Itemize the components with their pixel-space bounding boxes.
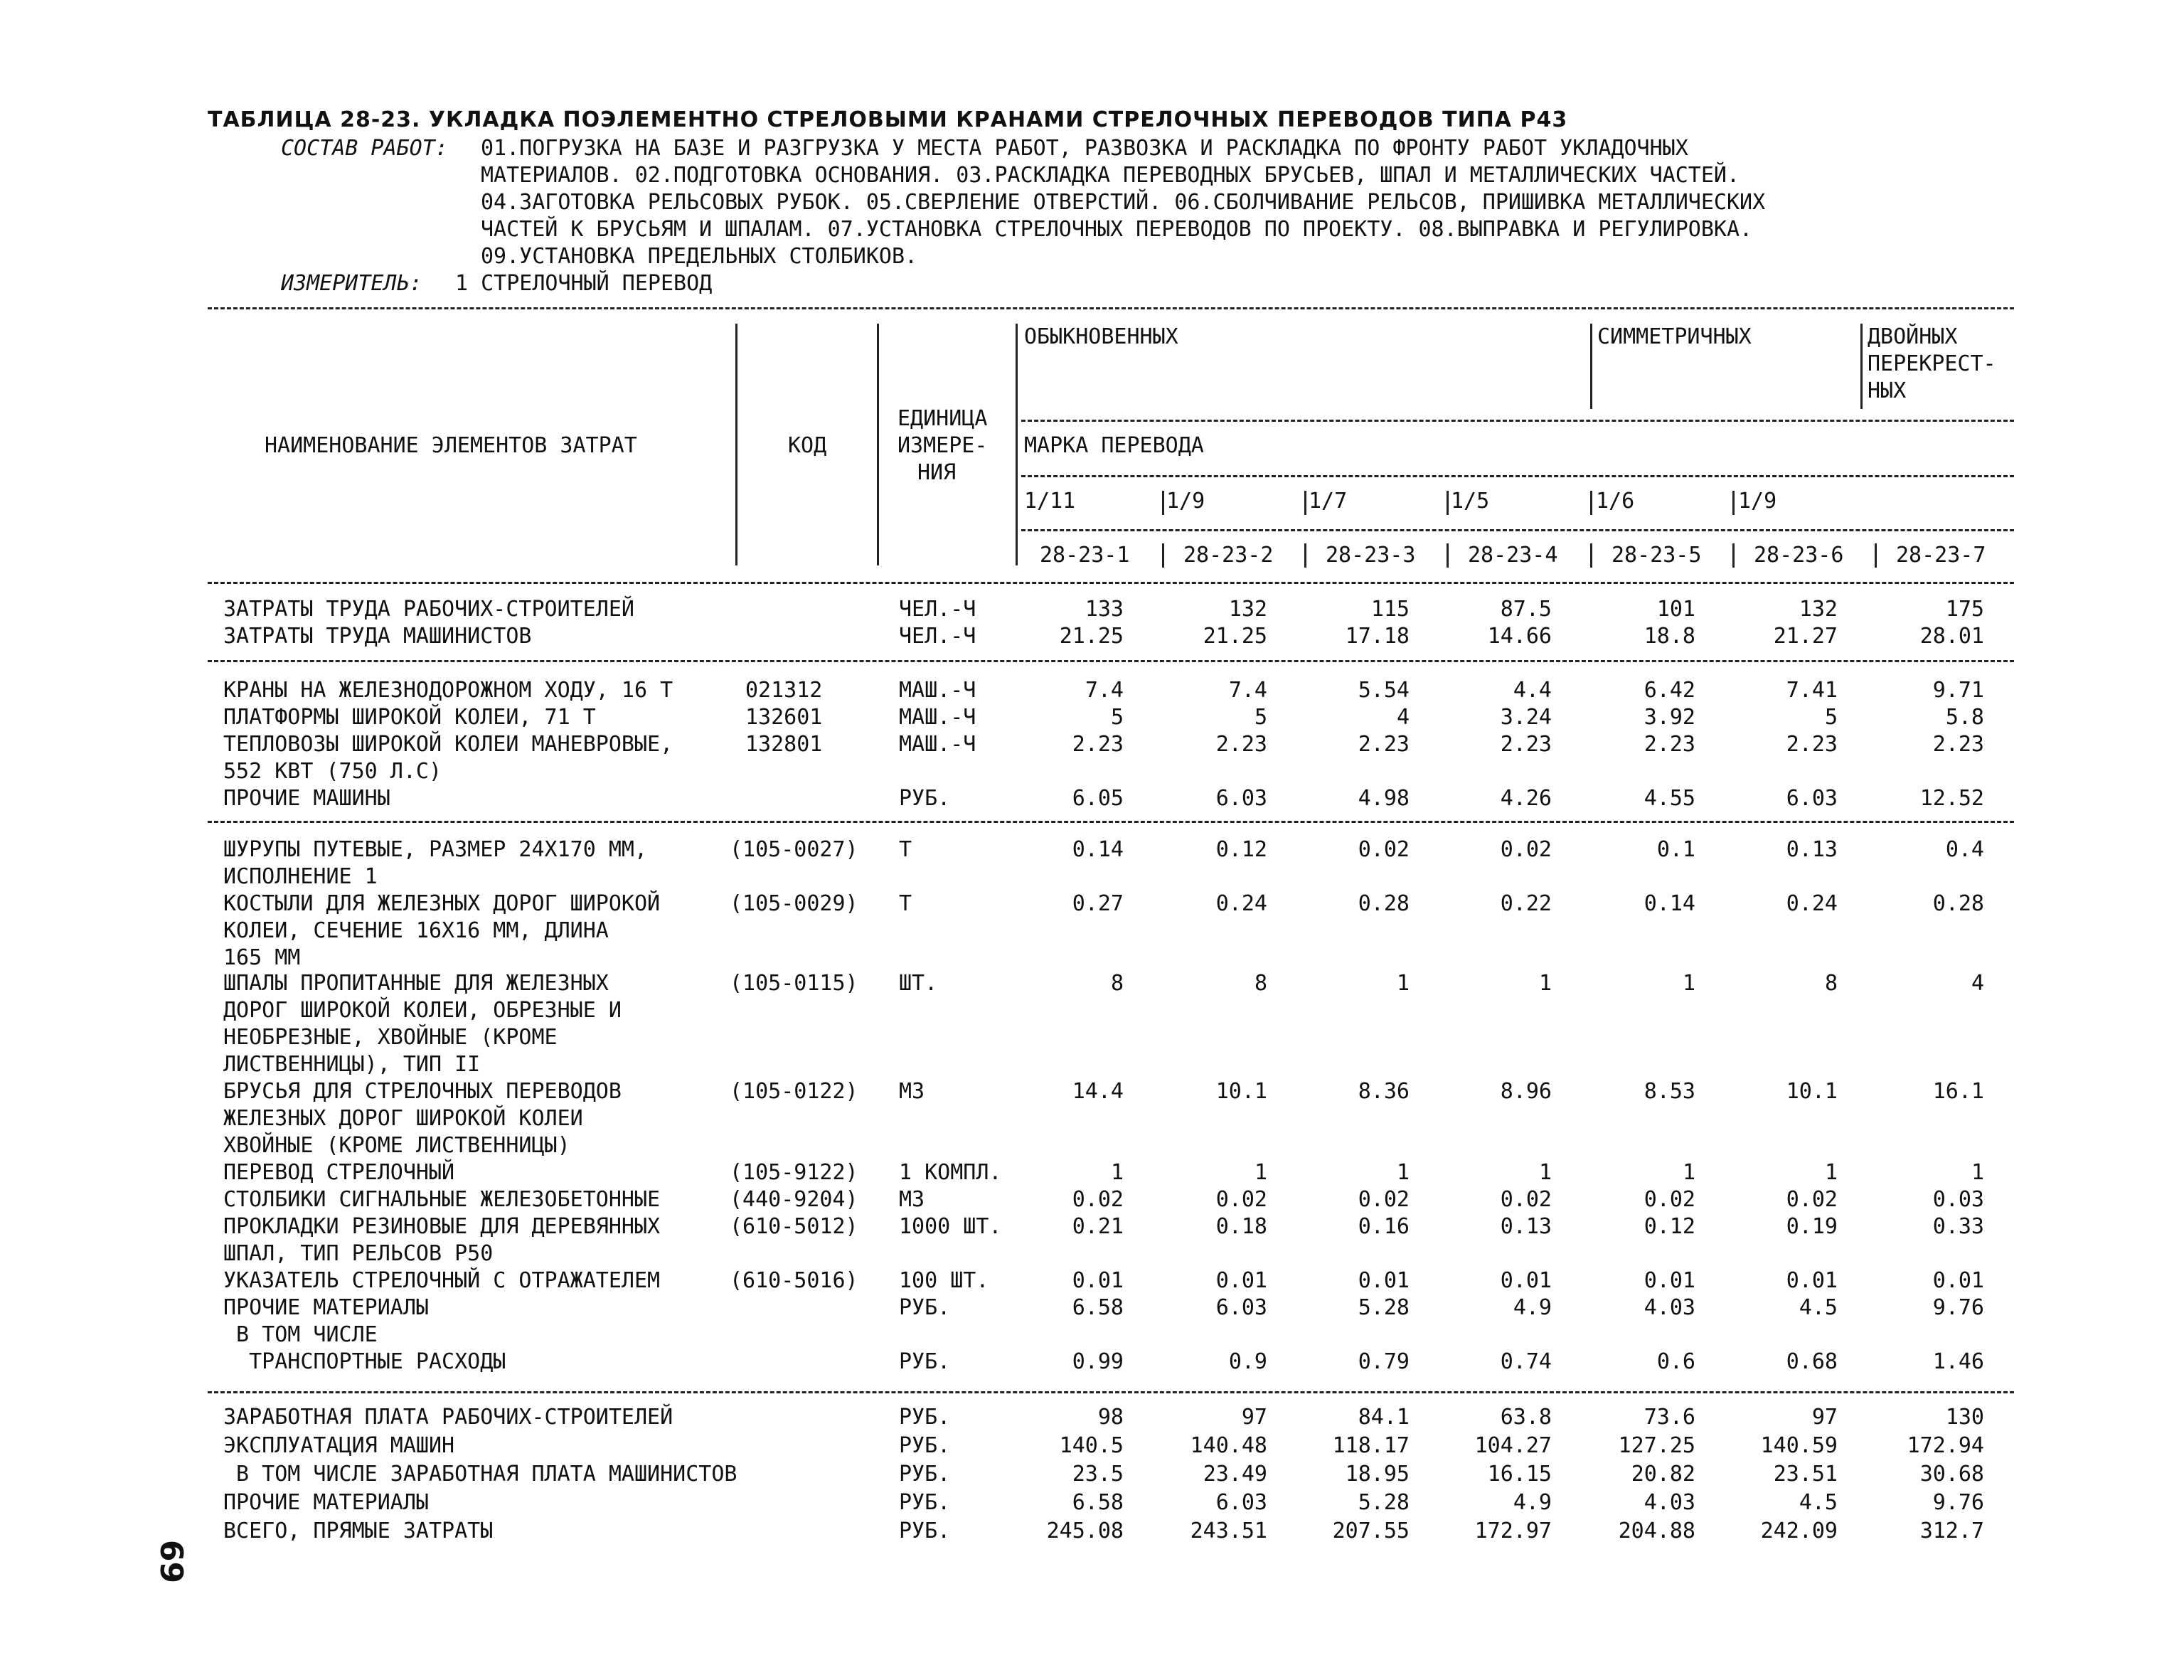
brand-divider (1590, 491, 1592, 515)
row-code: 021312 (745, 678, 823, 703)
row-value: 9.76 (1932, 1490, 1984, 1515)
row-value: 0.02 (1786, 1187, 1838, 1212)
row-value: 8.36 (1358, 1079, 1410, 1104)
row-value: 8 (1824, 971, 1838, 996)
code-divider (1162, 543, 1164, 568)
row-value: 0.19 (1786, 1214, 1838, 1239)
row-value: 4.9 (1513, 1295, 1552, 1320)
row-value: 0.99 (1072, 1349, 1124, 1374)
row-value: 0.12 (1644, 1214, 1695, 1239)
row-value: 17.18 (1345, 624, 1410, 649)
row-value: 132 (1228, 597, 1267, 622)
row-value: 0.13 (1786, 837, 1838, 862)
row-code: (105-0122) (730, 1079, 858, 1104)
header-divider (1021, 420, 2014, 422)
row-unit: 1000 ШТ. (899, 1214, 1002, 1239)
row-name: 165 ММ (223, 945, 301, 970)
brand-divider (1304, 491, 1306, 515)
row-value: 101 (1656, 597, 1695, 622)
row-value: 0.79 (1358, 1349, 1410, 1374)
header-divider (1021, 475, 2014, 477)
row-value: 14.4 (1072, 1079, 1124, 1104)
row-value: 21.27 (1773, 624, 1838, 649)
brand-5: 1/6 (1596, 489, 1635, 514)
row-value: 0.27 (1072, 891, 1124, 916)
row-value: 172.97 (1474, 1519, 1552, 1543)
row-value: 0.02 (1215, 1187, 1267, 1212)
row-name: ШПАЛЫ ПРОПИТАННЫЕ ДЛЯ ЖЕЛЕЗНЫХ (223, 971, 609, 996)
header-divider (1021, 529, 2014, 531)
row-name: ТЕПЛОВОЗЫ ШИРОКОЙ КОЛЕИ МАНЕВРОВЫЕ, (223, 732, 673, 757)
row-unit: РУБ. (899, 1519, 951, 1543)
row-value: 4.26 (1500, 786, 1552, 811)
row-value: 8.96 (1500, 1079, 1552, 1104)
row-value: 97 (1241, 1405, 1267, 1430)
row-value: 1 (1971, 1160, 1984, 1185)
row-value: 20.82 (1631, 1462, 1695, 1487)
row-value: 1 (1538, 971, 1552, 996)
row-unit: Т (899, 837, 912, 862)
brand-divider (1447, 491, 1449, 515)
row-name: В ТОМ ЧИСЛЕ (223, 1322, 378, 1347)
row-unit: РУБ. (899, 786, 951, 811)
row-value: 28.01 (1919, 624, 1984, 649)
row-value: 0.01 (1932, 1268, 1984, 1293)
row-value: 175 (1945, 597, 1984, 622)
row-value: 2.23 (1358, 732, 1410, 757)
row-value: 0.22 (1500, 891, 1552, 916)
row-value: 133 (1085, 597, 1124, 622)
brand-1: 1/11 (1024, 489, 1076, 514)
row-value: 118.17 (1332, 1433, 1410, 1458)
code-7: 28-23-7 (1896, 543, 1986, 568)
column-divider (1016, 324, 1018, 565)
row-unit: РУБ. (899, 1295, 951, 1320)
row-name: КРАНЫ НА ЖЕЛЕЗНОДОРОЖНОМ ХОДУ, 16 Т (223, 678, 673, 703)
row-value: 0.21 (1072, 1214, 1124, 1239)
row-name: УКАЗАТЕЛЬ СТРЕЛОЧНЫЙ С ОТРАЖАТЕЛЕМ (223, 1268, 661, 1293)
row-name: В ТОМ ЧИСЛЕ ЗАРАБОТНАЯ ПЛАТА МАШИНИСТОВ (223, 1462, 737, 1487)
row-name: ШПАЛ, ТИП РЕЛЬСОВ Р50 (223, 1241, 494, 1266)
row-value: 2.23 (1932, 732, 1984, 757)
row-unit: 1 КОМПЛ. (899, 1160, 1002, 1185)
row-value: 0.03 (1932, 1187, 1984, 1212)
row-name: ЗАТРАТЫ ТРУДА РАБОЧИХ-СТРОИТЕЛЕЙ (223, 597, 634, 622)
row-value: 84.1 (1358, 1405, 1410, 1430)
row-code: (610-5016) (730, 1268, 858, 1293)
row-unit: РУБ. (899, 1462, 951, 1487)
row-value: 0.24 (1786, 891, 1838, 916)
row-value: 0.1 (1656, 837, 1695, 862)
section-divider (208, 1391, 2014, 1393)
row-value: 63.8 (1500, 1405, 1552, 1430)
work-composition-label: СОСТАВ РАБОТ: (281, 136, 448, 161)
row-value: 9.71 (1932, 678, 1984, 703)
row-value: 0.02 (1644, 1187, 1695, 1212)
row-value: 115 (1370, 597, 1410, 622)
row-value: 3.92 (1644, 705, 1695, 730)
code-2: 28-23-2 (1183, 543, 1274, 568)
row-name: ПЛАТФОРМЫ ШИРОКОЙ КОЛЕИ, 71 Т (223, 705, 596, 730)
row-value: 10.1 (1786, 1079, 1838, 1104)
row-code: (105-0027) (730, 837, 858, 862)
row-value: 104.27 (1474, 1433, 1552, 1458)
row-value: 6.58 (1072, 1295, 1124, 1320)
row-value: 0.28 (1358, 891, 1410, 916)
row-value: 5.8 (1945, 705, 1984, 730)
row-value: 0.13 (1500, 1214, 1552, 1239)
row-value: 6.05 (1072, 786, 1124, 811)
row-value: 2.23 (1644, 732, 1695, 757)
row-value: 0.01 (1500, 1268, 1552, 1293)
code-1: 28-23-1 (1040, 543, 1130, 568)
row-name: ВСЕГО, ПРЯМЫЕ ЗАТРАТЫ (223, 1519, 494, 1543)
work-line: ЧАСТЕЙ К БРУСЬЯМ И ШПАЛАМ. 07.УСТАНОВКА СТРЕЛОЧНЫХ ПЕРЕВОДОВ ПО ПРОЕКТУ. 08.ВЫПРАВКА И РЕГУЛИРОВКА. (481, 217, 1753, 242)
row-value: 9.76 (1932, 1295, 1984, 1320)
row-name: ЖЕЛЕЗНЫХ ДОРОГ ШИРОКОЙ КОЛЕИ (223, 1106, 583, 1131)
brand-2: 1/9 (1166, 489, 1205, 514)
row-name: ЛИСТВЕННИЦЫ), ТИП II (223, 1052, 481, 1077)
work-line: 04.ЗАГОТОВКА РЕЛЬСОВЫХ РУБОК. 05.СВЕРЛЕНИЕ ОТВЕРСТИЙ. 06.СБОЛЧИВАНИЕ РЕЛЬСОВ, ПРИШИВКА МЕТАЛЛИЧЕСКИХ (481, 190, 1766, 215)
code-divider (1304, 543, 1306, 568)
code-divider (1590, 543, 1592, 568)
row-value: 5.28 (1358, 1295, 1410, 1320)
row-value: 4.98 (1358, 786, 1410, 811)
row-name: ХВОЙНЫЕ (КРОМЕ ЛИСТВЕННИЦЫ) (223, 1133, 570, 1158)
row-value: 21.25 (1203, 624, 1267, 649)
row-value: 0.28 (1932, 891, 1984, 916)
row-value: 0.68 (1786, 1349, 1838, 1374)
table-title: ТАБЛИЦА 28-23. УКЛАДКА ПОЭЛЕМЕНТНО СТРЕЛОВЫМИ КРАНАМИ СТРЕЛОЧНЫХ ПЕРЕВОДОВ ТИПА Р43 (208, 107, 1568, 132)
row-value: 73.6 (1644, 1405, 1695, 1430)
row-unit: ЧЕЛ.-Ч (899, 597, 976, 622)
row-value: 23.5 (1072, 1462, 1124, 1487)
row-value: 140.5 (1059, 1433, 1124, 1458)
row-value: 1 (1538, 1160, 1552, 1185)
row-value: 0.02 (1358, 837, 1410, 862)
row-value: 0.16 (1358, 1214, 1410, 1239)
row-value: 8 (1254, 971, 1267, 996)
row-value: 2.23 (1215, 732, 1267, 757)
row-value: 130 (1945, 1405, 1984, 1430)
row-value: 0.24 (1215, 891, 1267, 916)
header-divider (208, 582, 2014, 584)
row-name: КОСТЫЛИ ДЛЯ ЖЕЛЕЗНЫХ ДОРОГ ШИРОКОЙ (223, 891, 661, 916)
row-value: 4.55 (1644, 786, 1695, 811)
brand-6: 1/9 (1738, 489, 1777, 514)
row-unit: РУБ. (899, 1349, 951, 1374)
row-value: 16.15 (1487, 1462, 1552, 1487)
group-double: НЫХ (1868, 378, 1907, 403)
row-value: 16.1 (1932, 1079, 1984, 1104)
row-name: ПЕРЕВОД СТРЕЛОЧНЫЙ (223, 1160, 455, 1185)
row-value: 0.33 (1932, 1214, 1984, 1239)
row-value: 1 (1682, 1160, 1695, 1185)
code-divider (1447, 543, 1449, 568)
row-value: 5.54 (1358, 678, 1410, 703)
row-value: 204.88 (1618, 1519, 1695, 1543)
row-value: 0.14 (1072, 837, 1124, 862)
row-value: 132 (1799, 597, 1838, 622)
header-name-column: НАИМЕНОВАНИЕ ЭЛЕМЕНТОВ ЗАТРАТ (265, 433, 637, 458)
row-value: 1.46 (1932, 1349, 1984, 1374)
row-value: 4 (1971, 971, 1984, 996)
row-name: ЗАТРАТЫ ТРУДА МАШИНИСТОВ (223, 624, 532, 649)
row-name: ПРОЧИЕ МАШИНЫ (223, 786, 390, 811)
row-name: ПРОЧИЕ МАТЕРИАЛЫ (223, 1295, 429, 1320)
row-value: 140.48 (1190, 1433, 1267, 1458)
row-value: 0.14 (1644, 891, 1695, 916)
row-name: НЕОБРЕЗНЫЕ, ХВОЙНЫЕ (КРОМЕ (223, 1025, 558, 1050)
row-value: 5 (1824, 705, 1838, 730)
row-value: 0.01 (1644, 1268, 1695, 1293)
page-number: 69 (153, 1539, 190, 1584)
code-4: 28-23-4 (1468, 543, 1558, 568)
row-code: (105-0115) (730, 971, 858, 996)
row-value: 98 (1097, 1405, 1124, 1430)
row-value: 5 (1110, 705, 1124, 730)
row-name: ШУРУПЫ ПУТЕВЫЕ, РАЗМЕР 24Х170 ММ, (223, 837, 648, 862)
row-name: ЗАРАБОТНАЯ ПЛАТА РАБОЧИХ-СТРОИТЕЛЕЙ (223, 1405, 673, 1430)
row-value: 14.66 (1487, 624, 1552, 649)
row-value: 4.5 (1799, 1295, 1838, 1320)
meter-label: ИЗМЕРИТЕЛЬ: (281, 271, 422, 296)
row-unit: МАШ.-Ч (899, 732, 976, 757)
column-divider (877, 324, 879, 565)
row-unit: РУБ. (899, 1433, 951, 1458)
row-value: 1 (1110, 1160, 1124, 1185)
row-value: 97 (1811, 1405, 1838, 1430)
column-divider (1590, 324, 1592, 409)
section-divider (208, 660, 2014, 662)
row-code: (105-0029) (730, 891, 858, 916)
row-value: 10.1 (1215, 1079, 1267, 1104)
meter-value: 1 СТРЕЛОЧНЫЙ ПЕРЕВОД (455, 271, 713, 296)
row-value: 2.23 (1786, 732, 1838, 757)
row-value: 18.95 (1345, 1462, 1410, 1487)
row-value: 242.09 (1760, 1519, 1838, 1543)
row-code: (105-9122) (730, 1160, 858, 1185)
row-value: 0.02 (1500, 1187, 1552, 1212)
row-value: 0.01 (1215, 1268, 1267, 1293)
row-value: 4.5 (1799, 1490, 1838, 1515)
row-value: 0.01 (1786, 1268, 1838, 1293)
section-divider (208, 821, 2014, 823)
row-value: 6.03 (1215, 1490, 1267, 1515)
work-line: 09.УСТАНОВКА ПРЕДЕЛЬНЫХ СТОЛБИКОВ. (481, 244, 918, 269)
row-name: ПРОЧИЕ МАТЕРИАЛЫ (223, 1490, 429, 1515)
row-value: 207.55 (1332, 1519, 1410, 1543)
row-value: 0.6 (1656, 1349, 1695, 1374)
row-value: 7.4 (1228, 678, 1267, 703)
row-unit: М3 (899, 1079, 925, 1104)
row-name: КОЛЕИ, СЕЧЕНИЕ 16Х16 ММ, ДЛИНА (223, 918, 609, 943)
row-unit: Т (899, 891, 912, 916)
row-value: 7.4 (1085, 678, 1124, 703)
row-value: 0.01 (1358, 1268, 1410, 1293)
row-value: 6.42 (1644, 678, 1695, 703)
row-value: 0.4 (1945, 837, 1984, 862)
row-value: 6.03 (1786, 786, 1838, 811)
row-value: 0.9 (1228, 1349, 1267, 1374)
row-value: 6.03 (1215, 1295, 1267, 1320)
row-value: 21.25 (1059, 624, 1124, 649)
row-value: 3.24 (1500, 705, 1552, 730)
work-line: МАТЕРИАЛОВ. 02.ПОДГОТОВКА ОСНОВАНИЯ. 03.РАСКЛАДКА ПЕРЕВОДНЫХ БРУСЬЕВ, ШПАЛ И МЕТАЛЛИЧЕСКИХ ЧАСТЕЙ. (481, 163, 1740, 188)
row-name: ЭКСПЛУАТАЦИЯ МАШИН (223, 1433, 455, 1458)
row-value: 0.02 (1500, 837, 1552, 862)
row-code: (610-5012) (730, 1214, 858, 1239)
row-value: 12.52 (1919, 786, 1984, 811)
row-value: 0.02 (1072, 1187, 1124, 1212)
header-unit-column: ЕДИНИЦА (897, 406, 988, 431)
row-value: 312.7 (1919, 1519, 1984, 1543)
row-value: 0.02 (1358, 1187, 1410, 1212)
row-value: 8 (1110, 971, 1124, 996)
row-value: 172.94 (1907, 1433, 1984, 1458)
row-code: 132601 (745, 705, 823, 730)
row-unit: РУБ. (899, 1405, 951, 1430)
row-value: 127.25 (1618, 1433, 1695, 1458)
row-unit: ЧЕЛ.-Ч (899, 624, 976, 649)
brand-4: 1/5 (1451, 489, 1490, 514)
row-value: 0.18 (1215, 1214, 1267, 1239)
brand-divider (1162, 491, 1164, 515)
row-value: 4.03 (1644, 1295, 1695, 1320)
row-value: 243.51 (1190, 1519, 1267, 1543)
row-value: 8.53 (1644, 1079, 1695, 1104)
group-double: ДВОЙНЫХ (1868, 324, 1958, 349)
row-value: 140.59 (1760, 1433, 1838, 1458)
row-value: 1 (1682, 971, 1695, 996)
row-unit: РУБ. (899, 1490, 951, 1515)
row-value: 0.12 (1215, 837, 1267, 862)
header-code-column: КОД (788, 433, 827, 458)
row-value: 1 (1396, 1160, 1410, 1185)
row-value: 7.41 (1786, 678, 1838, 703)
row-value: 5 (1254, 705, 1267, 730)
row-value: 245.08 (1046, 1519, 1124, 1543)
row-name: ИСПОЛНЕНИЕ 1 (223, 864, 378, 889)
row-code: (440-9204) (730, 1187, 858, 1212)
row-name: 552 КВТ (750 Л.С) (223, 759, 442, 784)
header-divider (208, 307, 2014, 309)
row-name: БРУСЬЯ ДЛЯ СТРЕЛОЧНЫХ ПЕРЕВОДОВ (223, 1079, 622, 1104)
group-double: ПЕРЕКРЕСТ- (1868, 351, 1996, 376)
work-line: 01.ПОГРУЗКА НА БАЗЕ И РАЗГРУЗКА У МЕСТА РАБОТ, РАЗВОЗКА И РАСКЛАДКА ПО ФРОНТУ РАБОТ УКЛАДОЧНЫХ (481, 136, 1688, 161)
row-name: ПРОКЛАДКИ РЕЗИНОВЫЕ ДЛЯ ДЕРЕВЯННЫХ (223, 1214, 661, 1239)
code-divider (1732, 543, 1735, 568)
code-divider (1875, 543, 1877, 568)
row-unit: 100 ШТ. (899, 1268, 989, 1293)
row-name: ТРАНСПОРТНЫЕ РАСХОДЫ (223, 1349, 506, 1374)
row-value: 1 (1254, 1160, 1267, 1185)
row-code: 132801 (745, 732, 823, 757)
row-value: 23.51 (1773, 1462, 1838, 1487)
row-value: 0.01 (1072, 1268, 1124, 1293)
row-value: 4.9 (1513, 1490, 1552, 1515)
group-ordinary: ОБЫКНОВЕННЫХ (1024, 324, 1178, 349)
row-unit: МАШ.-Ч (899, 678, 976, 703)
brand-divider (1732, 491, 1735, 515)
header-unit-column: ИЗМЕРЕ- (897, 433, 988, 458)
row-value: 5.28 (1358, 1490, 1410, 1515)
row-value: 23.49 (1203, 1462, 1267, 1487)
row-name: СТОЛБИКИ СИГНАЛЬНЫЕ ЖЕЛЕЗОБЕТОННЫЕ (223, 1187, 661, 1212)
group-symmetric: СИММЕТРИЧНЫХ (1597, 324, 1752, 349)
code-5: 28-23-5 (1612, 543, 1702, 568)
row-value: 0.74 (1500, 1349, 1552, 1374)
row-value: 4.4 (1513, 678, 1552, 703)
row-value: 2.23 (1072, 732, 1124, 757)
code-3: 28-23-3 (1326, 543, 1416, 568)
row-value: 6.03 (1215, 786, 1267, 811)
brand-3: 1/7 (1309, 489, 1348, 514)
row-value: 1 (1396, 971, 1410, 996)
header-unit-column: НИЯ (917, 460, 957, 485)
row-value: 4 (1396, 705, 1410, 730)
row-value: 2.23 (1500, 732, 1552, 757)
code-6: 28-23-6 (1754, 543, 1844, 568)
row-value: 6.58 (1072, 1490, 1124, 1515)
column-divider (735, 324, 737, 565)
row-value: 87.5 (1500, 597, 1552, 622)
row-value: 30.68 (1919, 1462, 1984, 1487)
brand-label: МАРКА ПЕРЕВОДА (1024, 433, 1204, 458)
row-unit: М3 (899, 1187, 925, 1212)
row-unit: ШТ. (899, 971, 938, 996)
row-value: 18.8 (1644, 624, 1695, 649)
row-unit: МАШ.-Ч (899, 705, 976, 730)
row-value: 1 (1824, 1160, 1838, 1185)
row-name: ДОРОГ ШИРОКОЙ КОЛЕИ, ОБРЕЗНЫЕ И (223, 998, 622, 1023)
column-divider (1860, 324, 1863, 409)
row-value: 4.03 (1644, 1490, 1695, 1515)
